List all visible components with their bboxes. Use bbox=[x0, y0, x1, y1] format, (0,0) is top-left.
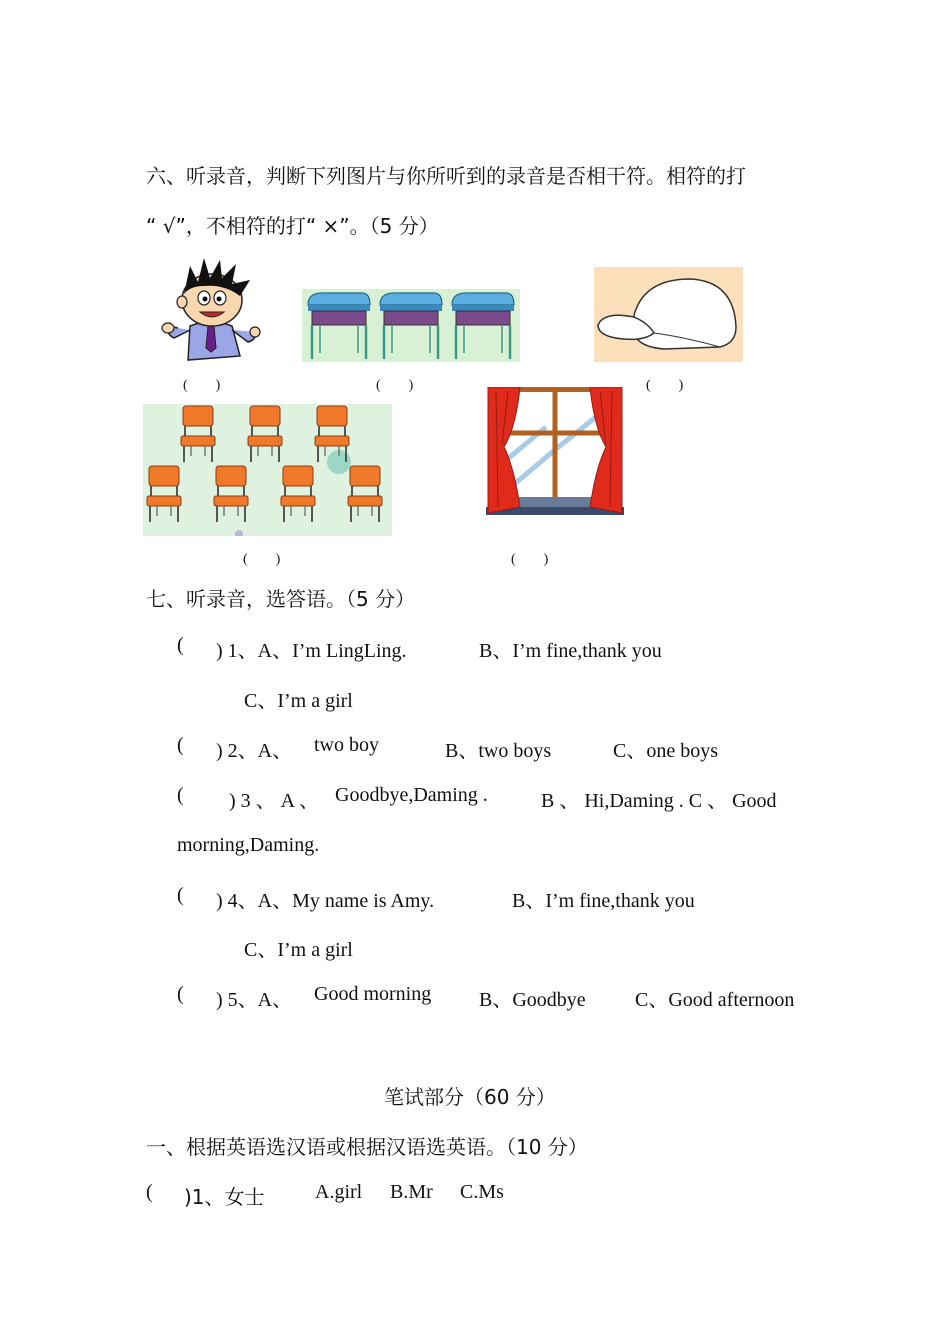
w-q1-answer-paren[interactable]: ( bbox=[146, 1181, 153, 1203]
cap-answer-paren[interactable]: ( ) bbox=[646, 378, 684, 393]
section7-title: 七、听录音，选答语。（5 分） bbox=[146, 587, 416, 611]
q3-option-b-c: B 、 Hi,Daming . C 、 Good bbox=[541, 790, 777, 812]
boy-answer-paren[interactable]: ( ) bbox=[183, 378, 221, 393]
desks-answer-paren[interactable]: ( ) bbox=[376, 378, 414, 393]
w-q1-option-a: A.girl bbox=[315, 1181, 363, 1203]
q5-number: ) 5、A、 bbox=[216, 989, 293, 1011]
section6-title-line1: 六、听录音，判断下列图片与你所听到的录音是否相干符。相符的打 bbox=[146, 164, 746, 188]
q1-option-a: ) 1、A、I’m LingLing. bbox=[216, 640, 407, 662]
q2-option-a: two boy bbox=[314, 734, 379, 756]
q4-option-c: C、I’m a girl bbox=[244, 939, 353, 961]
q3-answer-paren[interactable]: ( bbox=[177, 784, 184, 806]
q3-option-c-cont: morning,Daming. bbox=[177, 834, 320, 856]
w-q1-option-b: B.Mr bbox=[390, 1181, 433, 1203]
boy-picture bbox=[160, 256, 262, 362]
q1-option-c: C、I’m a girl bbox=[244, 690, 353, 712]
q2-number: ) 2、A、 bbox=[216, 740, 293, 762]
cap-picture bbox=[594, 267, 743, 362]
written-heading: 笔试部分（60 分） bbox=[384, 1085, 556, 1109]
section6-title-line2: “ √”，不相符的打“ ×”。（5 分） bbox=[146, 214, 439, 238]
q4-option-b: B、I’m fine,thank you bbox=[512, 890, 695, 912]
q4-option-a: ) 4、A、My name is Amy. bbox=[216, 890, 435, 912]
q3-option-a: Goodbye,Daming . bbox=[335, 784, 488, 806]
q5-answer-paren[interactable]: ( bbox=[177, 983, 184, 1005]
w-q1-prompt: )1、女士 bbox=[184, 1185, 265, 1209]
q2-answer-paren[interactable]: ( bbox=[177, 734, 184, 756]
window-picture bbox=[486, 387, 624, 520]
window-answer-paren[interactable]: ( ) bbox=[511, 552, 549, 567]
q5-option-b: B、Goodbye bbox=[479, 989, 586, 1011]
w-q1-option-c: C.Ms bbox=[460, 1181, 504, 1203]
q4-answer-paren[interactable]: ( bbox=[177, 884, 184, 906]
chairs-picture bbox=[143, 404, 392, 536]
q5-option-c: C、Good afternoon bbox=[635, 989, 795, 1011]
q1-option-b: B、I’m fine,thank you bbox=[479, 640, 662, 662]
desks-picture bbox=[302, 289, 520, 362]
q2-option-b: B、two boys bbox=[445, 740, 552, 762]
q1-answer-paren[interactable]: ( bbox=[177, 634, 184, 656]
chairs-answer-paren[interactable]: ( ) bbox=[243, 552, 281, 567]
q5-option-a: Good morning bbox=[314, 983, 432, 1005]
q3-number: ) 3 、 A 、 bbox=[229, 790, 319, 812]
q2-option-c: C、one boys bbox=[613, 740, 718, 762]
written-section1-title: 一、根据英语选汉语或根据汉语选英语。（10 分） bbox=[146, 1135, 588, 1159]
